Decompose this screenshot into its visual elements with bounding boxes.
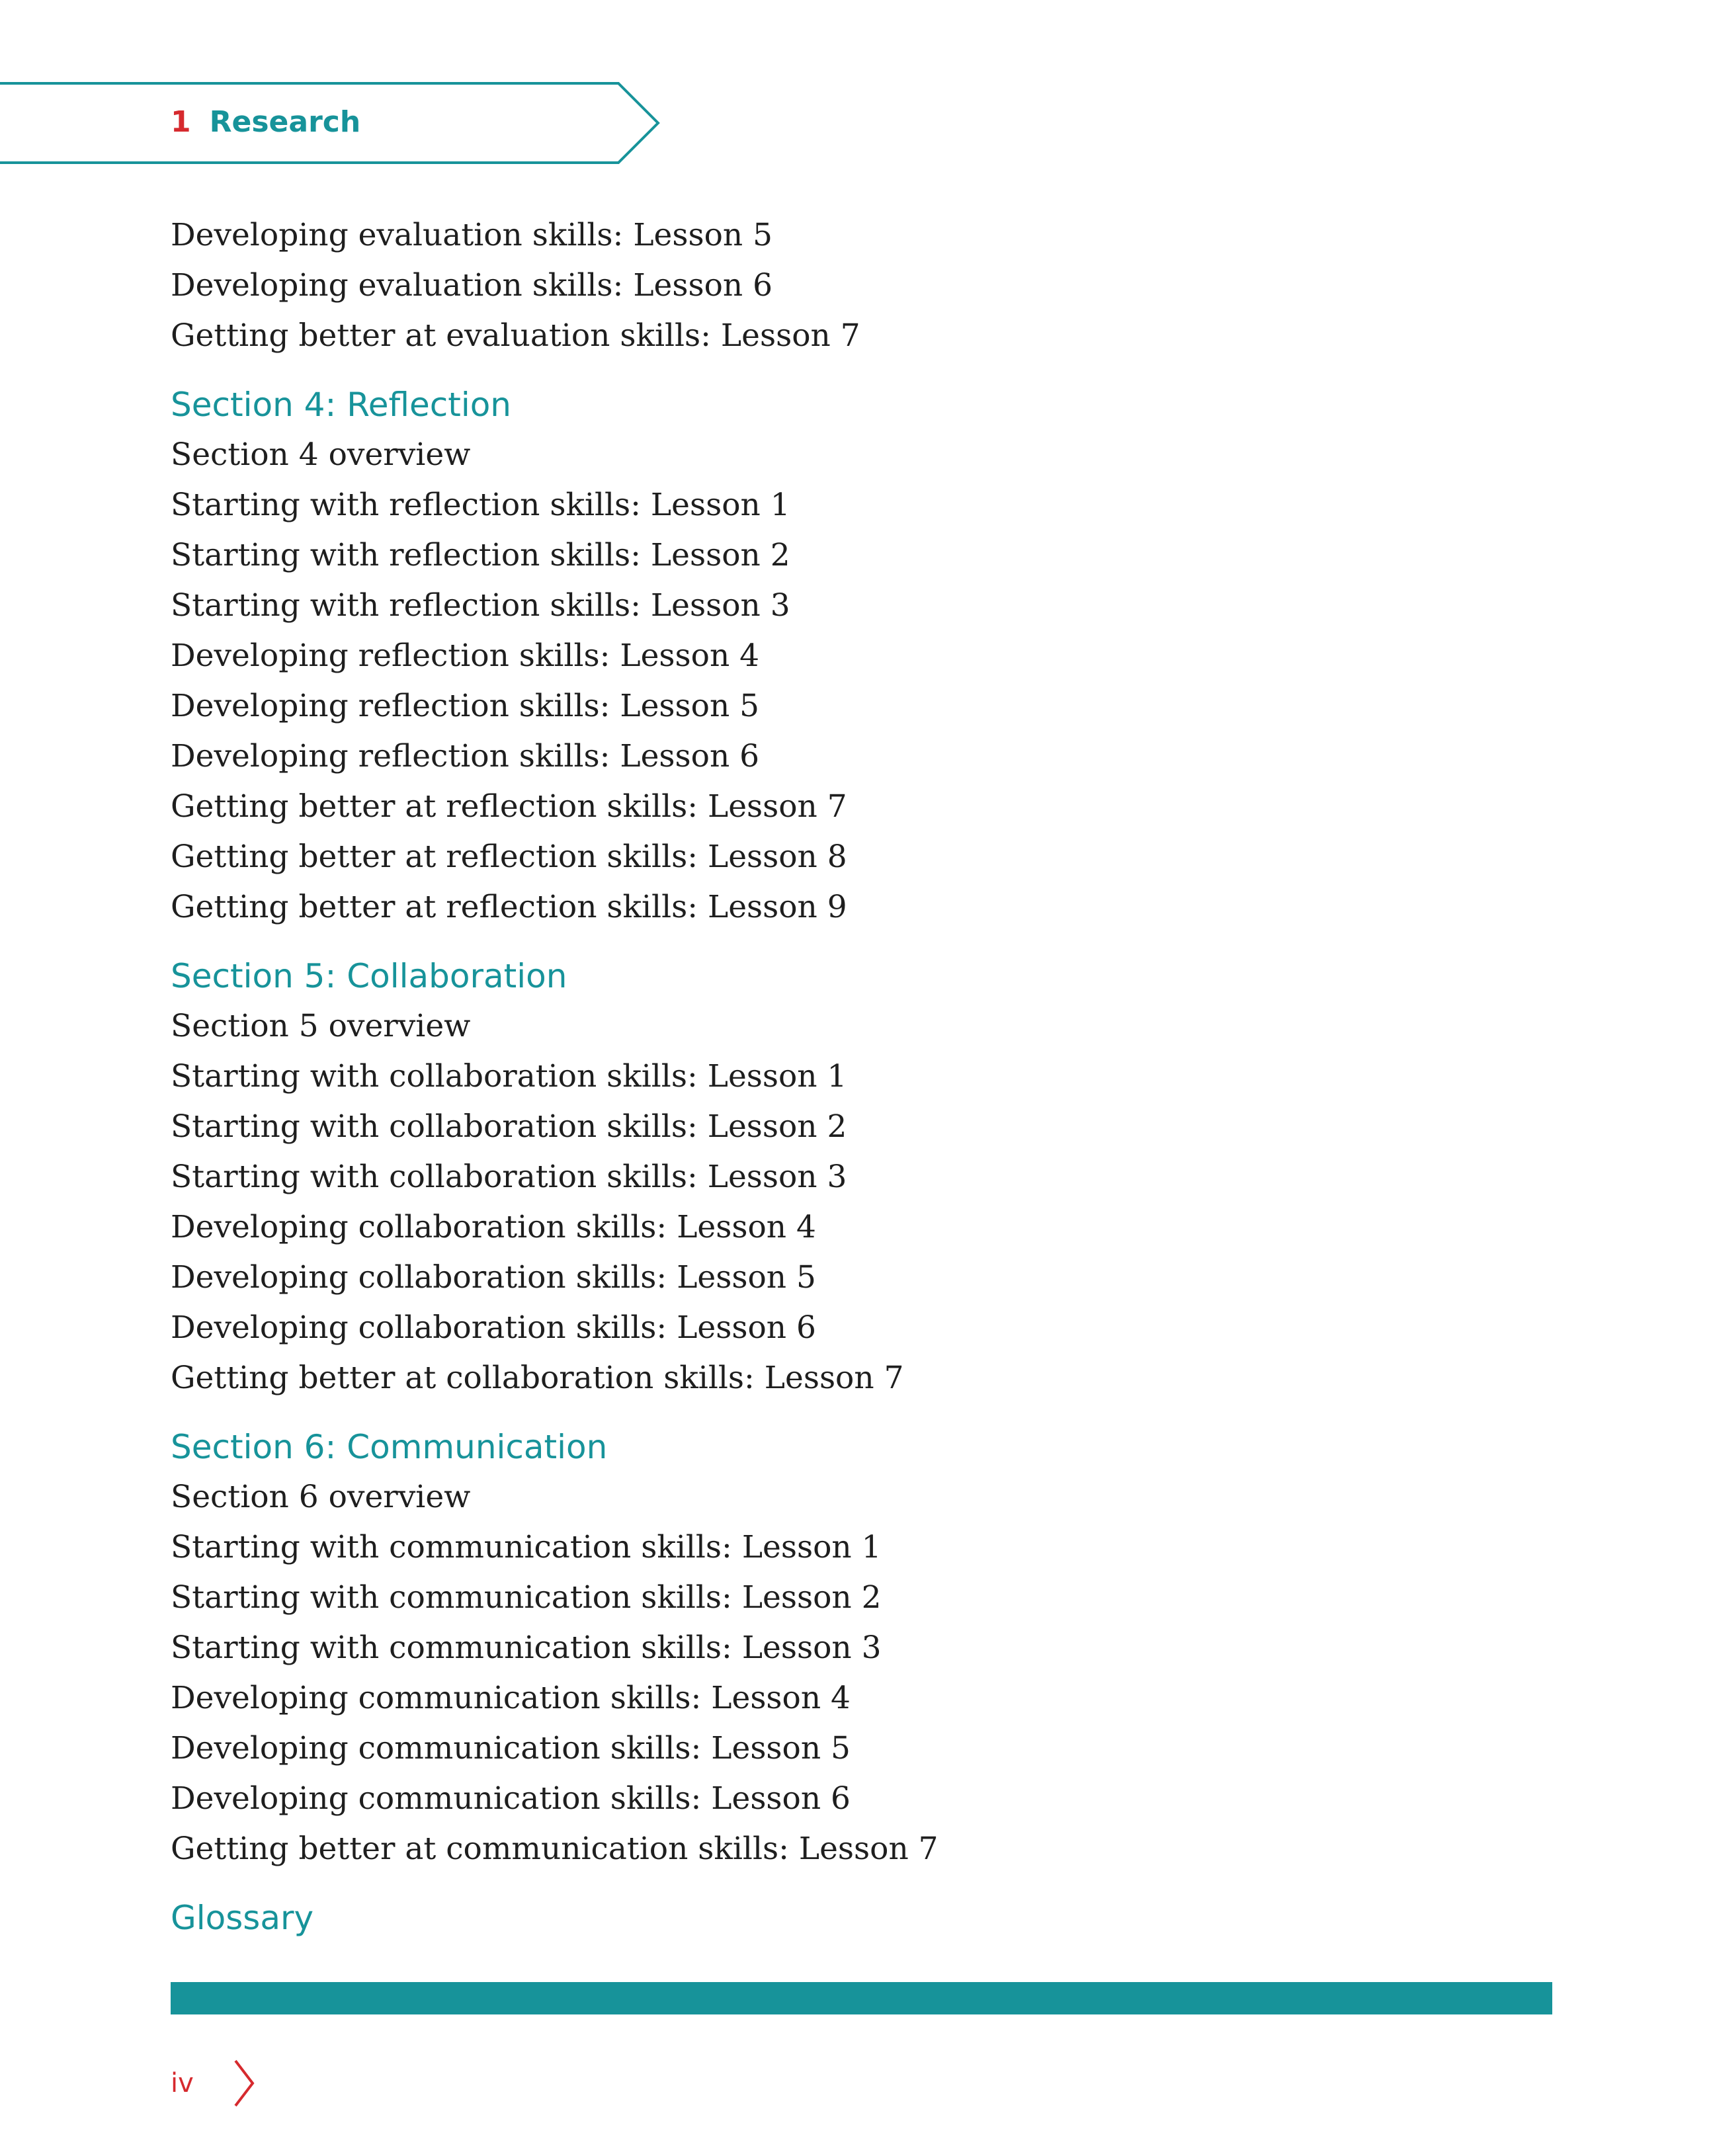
toc-entry[interactable]: Developing reflection skills: Lesson 5 bbox=[171, 688, 760, 724]
section-heading[interactable]: Glossary bbox=[171, 1899, 314, 1937]
toc-entry[interactable]: Developing collaboration skills: Lesson 4 bbox=[171, 1209, 816, 1245]
toc-entry[interactable]: Developing communication skills: Lesson 5 bbox=[171, 1730, 851, 1766]
toc-entry[interactable]: Developing collaboration skills: Lesson 6 bbox=[171, 1309, 816, 1346]
toc-entry[interactable]: Getting better at collaboration skills: Lesson 7 bbox=[171, 1360, 904, 1396]
chevron-right-icon bbox=[231, 2057, 258, 2110]
toc-entry[interactable]: Developing communication skills: Lesson 6 bbox=[171, 1780, 851, 1817]
chapter-title: Research bbox=[209, 105, 361, 139]
toc-entry[interactable]: Starting with collaboration skills: Lesson 3 bbox=[171, 1159, 847, 1195]
toc-entry[interactable]: Getting better at communication skills: Lesson 7 bbox=[171, 1831, 939, 1867]
toc-entry[interactable]: Section 6 overview bbox=[171, 1479, 471, 1515]
toc-entry[interactable]: Starting with communication skills: Lesson 2 bbox=[171, 1579, 882, 1616]
toc-entry[interactable]: Starting with reflection skills: Lesson 1 bbox=[171, 487, 790, 523]
section-heading[interactable]: Section 6: Communication bbox=[171, 1428, 608, 1466]
toc-entry[interactable]: Getting better at reflection skills: Lesson 9 bbox=[171, 889, 847, 925]
toc-entry[interactable]: Getting better at evaluation skills: Lesson 7 bbox=[171, 317, 860, 354]
toc-entry[interactable]: Developing reflection skills: Lesson 4 bbox=[171, 638, 760, 674]
toc-entry[interactable]: Starting with collaboration skills: Lesson 1 bbox=[171, 1058, 847, 1095]
toc-entry[interactable]: Section 5 overview bbox=[171, 1008, 471, 1044]
toc-entry[interactable]: Developing evaluation skills: Lesson 6 bbox=[171, 267, 773, 304]
toc-entry[interactable]: Starting with communication skills: Lesson 3 bbox=[171, 1630, 882, 1666]
toc-entry[interactable]: Developing reflection skills: Lesson 6 bbox=[171, 738, 760, 774]
toc-entry[interactable]: Getting better at reflection skills: Lesson 7 bbox=[171, 788, 847, 825]
toc-entry[interactable]: Starting with collaboration skills: Lesson 2 bbox=[171, 1108, 847, 1145]
toc-entry[interactable]: Developing evaluation skills: Lesson 5 bbox=[171, 217, 773, 253]
toc-entry[interactable]: Starting with reflection skills: Lesson 2 bbox=[171, 537, 790, 573]
toc-entry[interactable]: Starting with communication skills: Lesson 1 bbox=[171, 1529, 882, 1565]
chapter-number: 1 bbox=[171, 105, 191, 139]
page-number: iv bbox=[171, 2068, 194, 2098]
table-of-contents bbox=[171, 210, 1560, 1943]
toc-entry[interactable]: Getting better at reflection skills: Lesson 8 bbox=[171, 839, 847, 875]
toc-entry[interactable]: Starting with reflection skills: Lesson 3 bbox=[171, 587, 790, 624]
chapter-header bbox=[171, 103, 360, 142]
footer-bar bbox=[171, 1982, 1552, 2014]
toc-entry[interactable]: Section 4 overview bbox=[171, 436, 471, 473]
section-heading[interactable]: Section 5: Collaboration bbox=[171, 957, 567, 995]
toc-entry[interactable]: Developing communication skills: Lesson 4 bbox=[171, 1680, 851, 1716]
toc-entry[interactable]: Developing collaboration skills: Lesson 5 bbox=[171, 1259, 816, 1296]
section-heading[interactable]: Section 4: Reflection bbox=[171, 386, 511, 424]
